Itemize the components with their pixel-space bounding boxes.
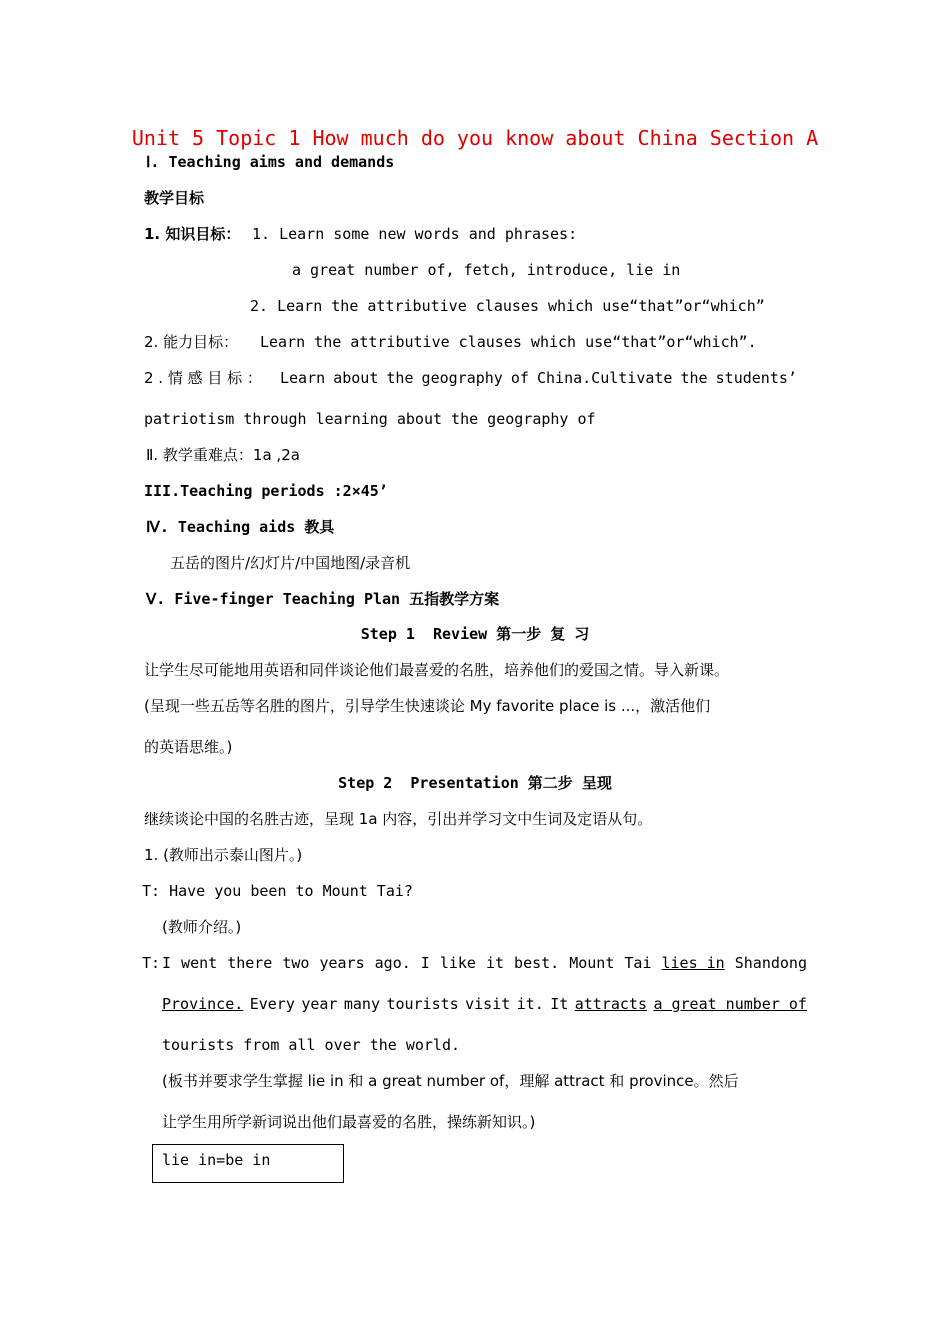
step1-note-continued: 的英语思维。) (144, 738, 233, 756)
ability-goal-text: Learn the attributive clauses which use“that”or“which”. (260, 333, 757, 351)
step1-note: (呈现一些五岳等名胜的图片，引导学生快速谈论 My favorite place is ...，激活他们 (144, 697, 711, 715)
step1-heading: Step 1 Review 第一步 复 习 (360, 625, 590, 643)
speech-word: two (282, 954, 310, 972)
emotion-goal-label: 2 . 情 感 目 标 ： (144, 369, 262, 387)
aids-list: 五岳的图片/幻灯片/中国地图/录音机 (170, 554, 411, 572)
speech-word: ago. (374, 954, 411, 972)
teacher-speech-line-1 (162, 953, 807, 973)
difficulty-line: Ⅱ. 教学重难点：1a ,2a (146, 446, 300, 464)
speech-word: Shandong (734, 954, 807, 972)
speech-word: best. (514, 954, 560, 972)
board-note-continued: 让学生用所学新词说出他们最喜爱的名胜，操练新知识。) (162, 1113, 536, 1131)
speech-word: it (485, 954, 505, 972)
teacher-speech-line-2 (162, 994, 807, 1014)
speech-word: went (181, 954, 218, 972)
knowledge-goal-2: 2. Learn the attributive clauses which use“that”or“which” (250, 297, 765, 315)
speech-word: many (343, 995, 380, 1013)
speech-word: there (227, 954, 273, 972)
emotion-goal-line (280, 368, 797, 388)
periods-line: III.Teaching periods :2×45’ (144, 482, 388, 500)
plan-heading: Ⅴ. Five-finger Teaching Plan 五指教学方案 (146, 590, 500, 608)
teacher-question: T: Have you been to Mount Tai? (142, 882, 413, 900)
speech-word: Tai (624, 954, 652, 972)
teacher-prefix: T: (142, 954, 161, 972)
emotion-word: the (386, 369, 414, 387)
step1-paragraph: 让学生尽可能地用英语和同伴谈论他们最喜爱的名胜，培养他们的爱国之情。导入新课。 (144, 661, 730, 679)
knowledge-goal-1: 1. Learn some new words and phrases: (252, 225, 578, 243)
step2-heading: Step 2 Presentation 第二步 呈现 (338, 774, 612, 792)
aims-heading: Ⅰ. Teaching aims and demands (146, 153, 395, 171)
blackboard-text: lie in=be in (162, 1151, 271, 1169)
speech-word: Every (249, 995, 295, 1013)
aids-heading: Ⅳ. Teaching aids 教具 (146, 518, 335, 536)
teacher-speech-line-3: tourists from all over the world. (162, 1036, 461, 1054)
speech-word: visit (465, 995, 511, 1013)
emotion-word: China.Cultivate (536, 369, 673, 387)
underlined-word: attracts (574, 995, 647, 1013)
emotion-goal-continued: patriotism through learning about the geography of (144, 410, 596, 428)
speech-word: it. (516, 995, 544, 1013)
teacher-intro: (教师介绍。) (162, 918, 242, 936)
step2-paragraph: 继续谈论中国的名胜古迹，呈现 1a 内容，引出并学习文中生词及定语从句。 (144, 810, 653, 828)
emotion-word: Learn (280, 369, 326, 387)
speech-word: It (550, 995, 569, 1013)
item1-line: 1. (教师出示泰山图片。) (144, 846, 303, 864)
blackboard-box (152, 1144, 344, 1183)
speech-word: like (439, 954, 476, 972)
knowledge-goal-words: a great number of, fetch, introduce, lie in (292, 261, 681, 279)
speech-word: tourists (386, 995, 459, 1013)
underlined-phrase: lies in (661, 954, 725, 972)
speech-word: Mount (569, 954, 615, 972)
underlined-word: Province. (162, 995, 244, 1013)
speech-word: year (301, 995, 338, 1013)
board-note: (板书并要求学生掌握 lie in 和 a great number of，理解 attract 和 province。然后 (162, 1072, 739, 1090)
emotion-word: the (680, 369, 708, 387)
document-title: Unit 5 Topic 1 How much do you know about China Section A (131, 126, 819, 150)
speech-word: years (319, 954, 365, 972)
ability-goal-label: 2. 能力目标： (144, 333, 239, 351)
underlined-phrase: a great number of (653, 995, 807, 1013)
speech-word: I (420, 954, 430, 972)
speech-word: I (162, 954, 172, 972)
emotion-word: students’ (715, 369, 797, 387)
emotion-word: geography (421, 369, 503, 387)
knowledge-goal-label: 1. 知识目标： (144, 225, 241, 243)
emotion-word: of (510, 369, 529, 387)
emotion-word: about (333, 369, 379, 387)
goals-heading: 教学目标 (144, 189, 205, 207)
